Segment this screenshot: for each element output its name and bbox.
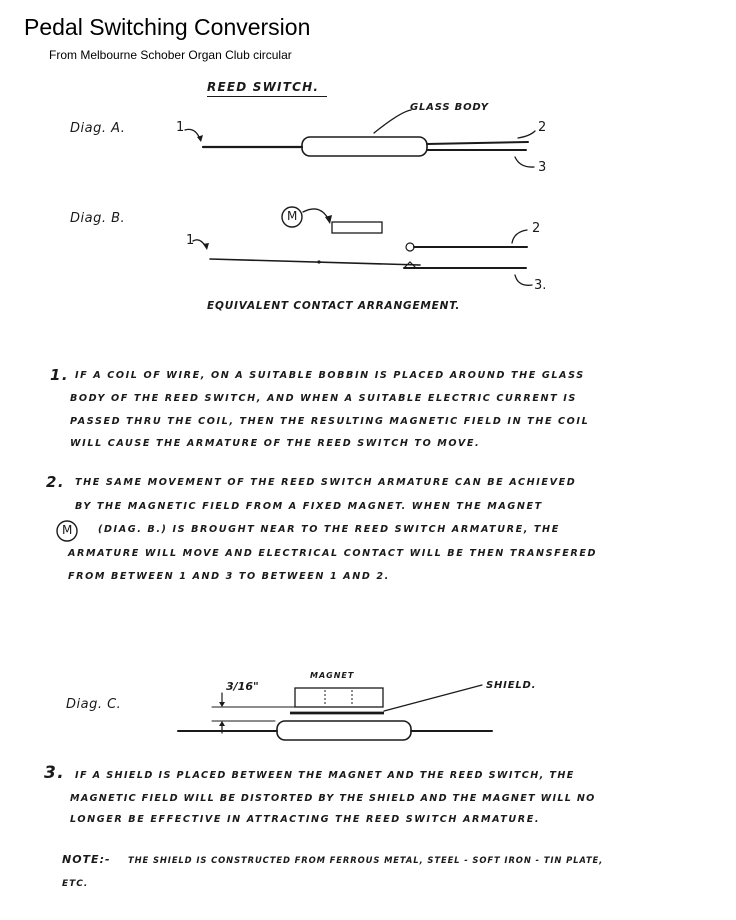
paragraph-3-line-2: MAGNETIC FIELD WILL BE DISTORTED BY THE SHIELD AND THE MAGNET WILL NO [70,793,596,804]
paragraph-1-line-1: IF A COIL OF WIRE, ON A SUITABLE BOBBIN IS PLACED AROUND THE GLASS [75,370,585,381]
page-title: Pedal Switching Conversion [24,14,311,40]
paragraph-1-number: 1. [50,366,69,384]
dimension-label: 3/16" [226,680,259,693]
paragraph-2-number: 2. [46,473,65,491]
glass-body [302,137,427,156]
note-line-1: THE SHIELD IS CONSTRUCTED FROM FERROUS METAL, STEEL - SOFT IRON - TIN PLATE, [128,855,604,865]
paragraph-2-line-5: FROM BETWEEN 1 AND 3 TO BETWEEN 1 AND 2. [68,571,390,582]
paragraph-2-circled-marker: M [62,523,73,537]
diagram-c-label: Diag. C. [66,697,122,712]
paragraph-3-line-1: IF A SHIELD IS PLACED BETWEEN THE MAGNET AND THE REED SWITCH, THE [75,770,575,781]
diagram-c-drawing [178,685,492,740]
glass-body-label: GLASS BODY [410,102,489,113]
shield-label: SHIELD. [486,680,537,691]
diagram-b-lead-1: 1 [186,233,195,248]
paragraph-2-line-4: ARMATURE WILL MOVE AND ELECTRICAL CONTACT WILL BE THEN TRANSFERED [68,548,598,559]
paragraph-2-line-3: (DIAG. B.) IS BROUGHT NEAR TO THE REED SWITCH ARMATURE, THE [98,524,560,535]
paragraph-2-line-1: THE SAME MOVEMENT OF THE REED SWITCH ARMATURE CAN BE ACHIEVED [75,477,577,488]
diagram-b-lead-3: 3. [534,278,547,293]
armature-line [210,259,420,265]
contact-2-point [406,243,414,251]
diagram-a-label: Diag. A. [70,121,126,136]
note-line-2: ETC. [62,879,89,889]
reed-c-body [277,721,411,740]
glass-body-pointer [374,110,411,133]
shield-pointer [384,685,482,711]
paragraph-3-number: 3. [44,763,66,783]
arrow-3 [515,157,534,167]
paragraph-1-line-3: PASSED THRU THE COIL, THEN THE RESULTING MAGNETIC FIELD IN THE COIL [70,416,590,427]
diagram-a-lead-1: 1 [176,120,185,135]
paragraph-1-line-2: BODY OF THE REED SWITCH, AND WHEN A SUITABLE ELECTRIC CURRENT IS [70,393,577,404]
paragraph-1-line-4: WILL CAUSE THE ARMATURE OF THE REED SWITCH TO MOVE. [70,438,481,449]
magnet-marker: M [287,209,298,223]
arrow-2 [518,131,535,138]
diagram-a-drawing [185,110,535,167]
magnet-arrow [303,209,329,220]
diagram-b-drawing [193,207,532,285]
page-subtitle: From Melbourne Schober Organ Club circular [49,48,292,62]
diagram-a-lead-3: 3 [538,160,547,175]
diagram-b-lead-2: 2 [532,221,541,236]
paragraph-3-line-3: LONGER BE EFFECTIVE IN ATTRACTING THE REED SWITCH ARMATURE. [70,814,541,825]
note-label: NOTE:- [62,853,111,866]
diagram-b-caption: EQUIVALENT CONTACT ARRANGEMENT. [207,300,461,312]
section-heading: REED SWITCH. [207,80,320,94]
magnet-c-block [295,688,383,707]
diagram-a-lead-2: 2 [538,120,547,135]
paragraph-2-line-2: BY THE MAGNETIC FIELD FROM A FIXED MAGNET. WHEN THE MAGNET [75,501,543,512]
reed-lead-2 [427,142,528,144]
diagram-b-label: Diag. B. [70,211,126,226]
arrow-b-3 [515,275,532,285]
arrow-b-1 [193,240,206,247]
magnet-label: MAGNET [310,671,355,680]
magnet-bar [332,222,382,233]
arrow-b-2 [512,230,527,243]
